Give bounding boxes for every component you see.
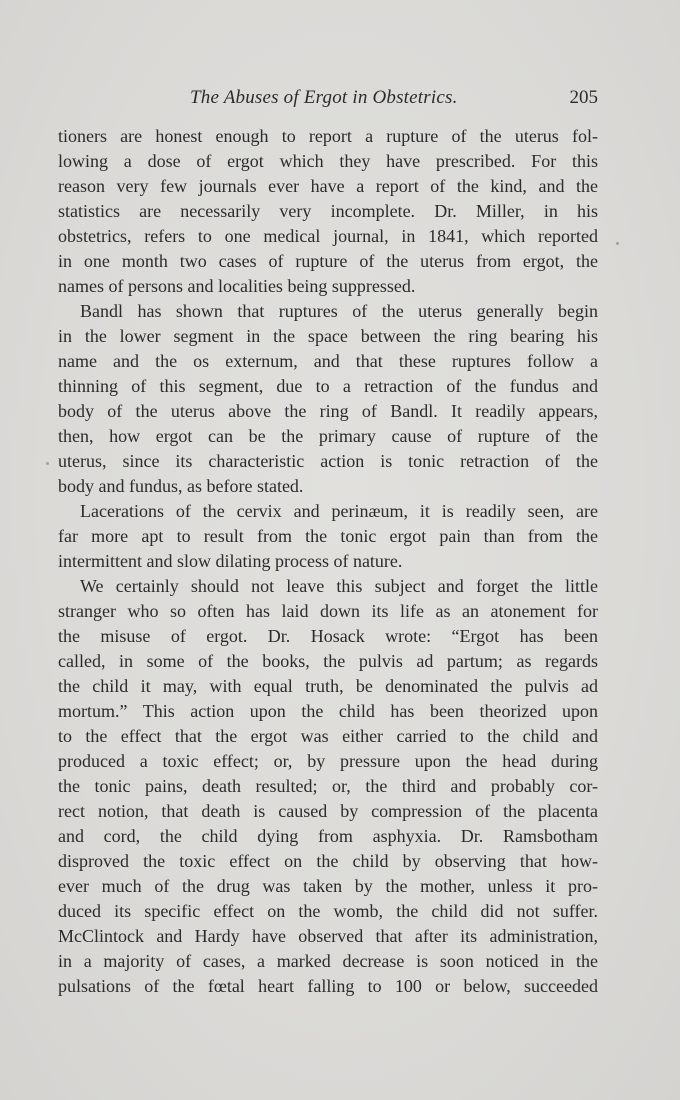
text-line: body of the uterus above the ring of Bandl. It readily appears, (58, 401, 598, 421)
text-line: rect notion, that death is caused by compression of the placenta (58, 801, 598, 821)
text-line: the misuse of ergot. Dr. Hosack wrote: “Ergot has been (58, 626, 598, 646)
paper-speck (46, 462, 49, 465)
paragraph-start-line: We certainly should not leave this subject and forget the little (80, 576, 598, 596)
text-line: thinning of this segment, due to a retraction of the fundus and (58, 376, 598, 396)
text-line: obstetrics, refers to one medical journal, in 1841, which reported (58, 226, 598, 246)
paragraph-start-line: Bandl has shown that ruptures of the uterus generally begin (80, 301, 598, 321)
text-line: disproved the toxic effect on the child by observing that how- (58, 851, 598, 871)
text-line: uterus, since its characteristic action is tonic retraction of the (58, 451, 598, 471)
text-line: far more apt to result from the tonic ergot pain than from the (58, 526, 598, 546)
text-line: tioners are honest enough to report a rupture of the uterus fol- (58, 126, 598, 146)
text-line: body and fundus, as before stated. (58, 476, 304, 496)
text-line: the tonic pains, death resulted; or, the third and probably cor- (58, 776, 598, 796)
text-line: and cord, the child dying from asphyxia. Dr. Ramsbotham (58, 826, 598, 846)
body-text (58, 124, 598, 999)
text-line: in the lower segment in the space between the ring bearing his (58, 326, 598, 346)
text-line: McClintock and Hardy have observed that after its administration, (58, 926, 598, 946)
paper-speck (616, 242, 619, 245)
text-line: then, how ergot can be the primary cause of rupture of the (58, 426, 598, 446)
paragraph-start-line: Lacerations of the cervix and perinæum, it is readily seen, are (80, 501, 598, 521)
page-number: 205 (569, 87, 598, 108)
text-line: pulsations of the fœtal heart falling to 100 or below, succeeded (58, 976, 598, 996)
text-line: mortum.” This action upon the child has been theorized upon (58, 701, 598, 721)
text-line: to the effect that the ergot was either carried to the child and (58, 726, 598, 746)
text-line: in a majority of cases, a marked decrease is soon noticed in the (58, 951, 598, 971)
text-line: called, in some of the books, the pulvis ad partum; as regards (58, 651, 598, 671)
text-line: stranger who so often has laid down its life as an atonement for (58, 601, 598, 621)
running-title: The Abuses of Ergot in Obstetrics. (190, 87, 458, 108)
text-line: statistics are necessarily very incomplete. Dr. Miller, in his (58, 201, 598, 221)
text-line: produced a toxic effect; or, by pressure upon the head during (58, 751, 598, 771)
page-header (58, 87, 598, 115)
text-line: reason very few journals ever have a report of the kind, and the (58, 176, 598, 196)
text-line: duced its specific effect on the womb, the child did not suffer. (58, 901, 598, 921)
text-line: intermittent and slow dilating process of nature. (58, 551, 403, 571)
text-line: names of persons and localities being suppressed. (58, 276, 416, 296)
text-line: name and the os externum, and that these ruptures follow a (58, 351, 598, 371)
text-line: lowing a dose of ergot which they have prescribed. For this (58, 151, 598, 171)
text-line: ever much of the drug was taken by the mother, unless it pro- (58, 876, 598, 896)
text-line: the child it may, with equal truth, be denominated the pulvis ad (58, 676, 598, 696)
text-line: in one month two cases of rupture of the uterus from ergot, the (58, 251, 598, 271)
